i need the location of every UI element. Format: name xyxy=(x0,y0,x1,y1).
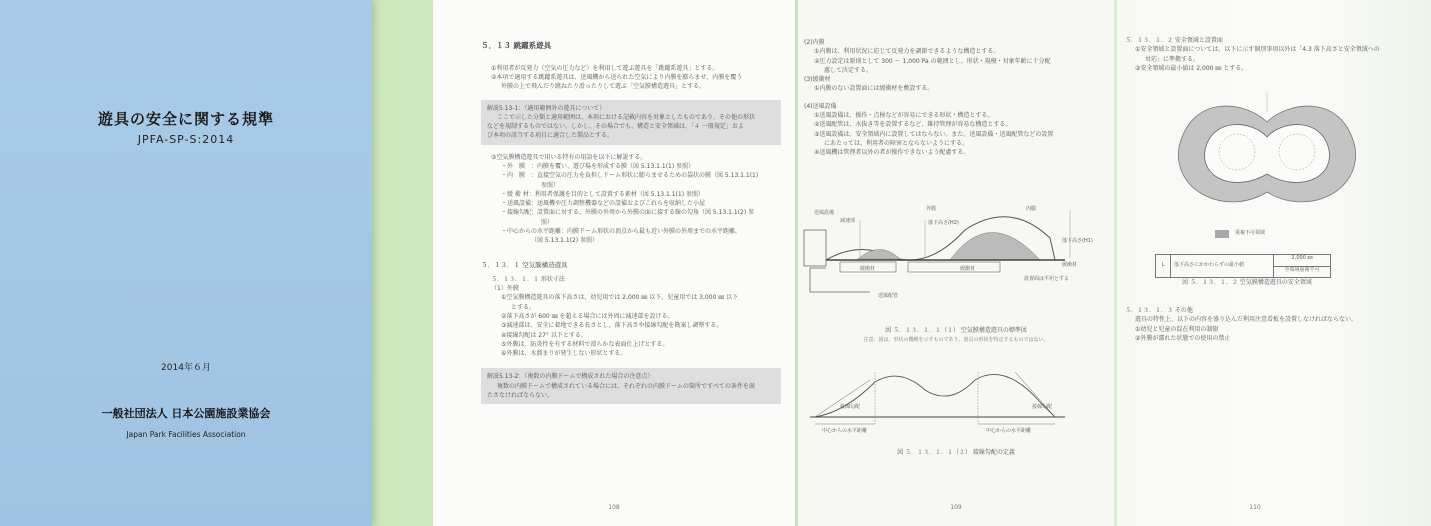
table-label: 落下高さにかかわらずの最小値 xyxy=(1171,255,1274,277)
booklet-cover xyxy=(0,0,372,526)
paragraph xyxy=(481,64,781,92)
label-inner-membrane: 内膜 xyxy=(1026,206,1037,212)
term-item: ・外 膜 ：内膜を覆い、遊び場を形成する膜（図 5.13.1.1(1) 参照） xyxy=(501,163,695,170)
commentary-box xyxy=(481,100,781,145)
label-blower: 送風設備 xyxy=(814,210,835,216)
label-pipe: 送風配管 xyxy=(878,293,899,299)
figure-caption: 図 ５．１３．１．１（１） 空気膜構造遊具の標準図 xyxy=(885,327,1027,334)
label-buffer: 緩衝材 xyxy=(860,266,876,272)
legend-swatch xyxy=(1215,230,1229,238)
text-line: ④送風機は管理者以外の者が操作できないよう配慮する。 xyxy=(814,149,970,157)
label-tangent-slope: 接線勾配 xyxy=(1032,404,1053,410)
text-line: ⑥外膜は、水溜まりが発生しない形状とする。 xyxy=(501,350,627,358)
item-heading: (3)緩衝材 xyxy=(804,76,831,84)
text-line: ②圧力設定は原則として 300 ～ 1,000 Pa の範囲とし、形状・規模・対象年齢に十分配 xyxy=(814,57,1051,65)
label-horizontal-distance: 中心からの水平距離 xyxy=(986,428,1032,434)
subsection-heading: ５．１３．１．２ 安全領域と設置面 xyxy=(1125,37,1223,44)
term-item: ・内 膜 ：直接空気の圧力を負担しドーム形状に膨らませるための袋状の膜（図 5.13.1.1(1) xyxy=(501,172,759,180)
text-line: （図 5.13.1.1(2) 参照） xyxy=(531,237,599,245)
text-line: ①幼児と児童の混在利用の制限 xyxy=(1135,325,1219,333)
figure-caption: 図 ５．１３．１．１（２） 接線勾配の定義 xyxy=(897,449,1015,456)
tangent-line xyxy=(1015,372,1055,417)
legend-label: 重複不可領域 xyxy=(1235,230,1266,236)
tangent-line xyxy=(815,380,870,417)
table-value: 2,000 ㎜ xyxy=(1274,255,1330,267)
commentary-title: 解説5.13-1：（適用範囲外の遊具について） xyxy=(487,104,606,112)
term-item: ・送風設備：送風機や圧力調整機器などの設備およびこれらを収納した小屋 xyxy=(501,200,706,208)
terms-list xyxy=(481,153,781,246)
text-line: ①内膜は、利用状況に応じて反発力を調節できるような構造とする。 xyxy=(814,48,1000,56)
tangent-slope-figure xyxy=(800,362,1112,434)
text-line: ①送風設備は、操作・点検などが容易にできる形状・構造とする。 xyxy=(814,112,994,120)
text-line: 対応」に準拠する。 xyxy=(1145,55,1200,63)
text-line: などを規制するものではない。しかし、その場合でも、構造と安全領域は、「４ 一般規定」およ xyxy=(487,123,744,131)
text-line: ②送風配管は、水抜き等を設置するなど、維持管理が容易な構造とする。 xyxy=(814,121,1012,129)
commentary-box xyxy=(481,368,781,404)
page-number: 109 xyxy=(950,503,962,511)
table-note: 全領域重複不可 xyxy=(1284,266,1320,273)
text-line: ②本項で適用する跳躍系遊具は、送風機から送られた空気により内膜を膨らませ、内膜を覆う xyxy=(491,73,743,81)
term-item: ・接線勾配：設置面に対する、外膜の外周から外膜の面に接する線の勾角（図 5.13.1.1(2) 参 xyxy=(501,209,755,217)
item-heading: （1）外膜 xyxy=(491,285,519,293)
text-line: ①利用者が反発力（空気の圧力など）を利用して遊ぶ遊具を「跳躍系遊具」とする。 xyxy=(491,64,719,72)
buffer-block xyxy=(908,262,1000,272)
text-line: ④接線勾配は 27° 以下とする。 xyxy=(501,331,587,339)
page-110 xyxy=(1117,0,1431,526)
text-line: 慮して決定する。 xyxy=(824,66,873,74)
table-values xyxy=(1274,255,1330,277)
cover-organization-en: Japan Park Facilities Association xyxy=(126,430,246,439)
standard-diagram-figure xyxy=(800,200,1112,305)
text-line: 複数の内膜ドームで構成されている場合には、それぞれの内膜ドームの箇所ですべての条件を満 xyxy=(497,382,755,390)
label-buffer: 緩衝材 xyxy=(1062,262,1078,268)
text-line: 照） xyxy=(541,218,554,226)
text-line: とする。 xyxy=(511,303,536,311)
text-line: ①内膜のない設置面には緩衝材を敷設する。 xyxy=(814,85,934,93)
page-108 xyxy=(433,0,795,526)
cover-organization: 一般社団法人 日本公園施設業協会 xyxy=(101,407,271,420)
cover-code: JPFA-SP-S:2014 xyxy=(137,133,235,146)
text-line: ②安全領域の最小値は 2,000 ㎜ とする。 xyxy=(1135,64,1248,72)
text-line: ③減速部は、安全に着地できる長さとし、落下高さや接線勾配を勘案し調整する。 xyxy=(501,322,723,330)
page-number: 108 xyxy=(608,503,620,511)
label-tangent-slope: 接線勾配 xyxy=(840,404,861,410)
label-buffer: 緩衝材 xyxy=(960,266,976,272)
label-fall-height-h1: 落下高さ(H1) xyxy=(1062,238,1093,244)
page-109 xyxy=(798,0,1114,526)
label-fall-height-h2: 落下高さ(H2) xyxy=(928,220,959,226)
text-line: ⑤外膜は、防炎性を有する材料で滑らかな表面仕上げとする。 xyxy=(501,340,669,348)
outer-membrane-curve xyxy=(815,374,1055,417)
text-line: び本項の該当する項目に適合した製品とする。 xyxy=(487,132,614,140)
subsection-heading: ５．１３．１．１ 形状寸法 xyxy=(491,275,565,283)
figure-caption: 図 ５．１３．１．２ 空気膜構造遊具の安全領域 xyxy=(1182,279,1312,286)
table-key: L xyxy=(1156,255,1171,277)
inner-dome-right xyxy=(950,233,1040,261)
requirements-list xyxy=(481,293,781,358)
item-heading: (2)内膜 xyxy=(804,39,825,46)
figure-note: 注意：図は、形状の概略を示すものであり、遊具の形状を特定するものではない。 xyxy=(863,337,1049,343)
text-line: 遊具の特性上、以下の内容を盛り込んだ利用注意看板を設置しなければならない。 xyxy=(1135,316,1358,324)
cover-title: 遊具の安全に関する規準 xyxy=(97,110,274,128)
text-line: ①安全領域と設置面については、以下に示す個別事項以外は「4.3 落下高さと安全領域への xyxy=(1135,46,1380,54)
text-line: ①空気膜構造遊具の落下高さは、幼児用では 2,000 ㎜ 以下、児童用では 3,000 ㎜ 以下 xyxy=(501,294,739,302)
subsection-heading: ５．１３．１ 空気膜構造遊具 xyxy=(481,260,568,269)
text-line: ③送風設備は、安全領域内に設置してはならない。また、送風設備・送風配管などの設置 xyxy=(814,130,1054,138)
safety-area-figure xyxy=(1167,92,1367,222)
item-heading: (4)送風設備 xyxy=(804,102,837,110)
commentary-title: 解説5.13-2：（複数の内膜ドームで構成された場合の注意点） xyxy=(487,373,654,381)
section-heading: ５．１３ 跳躍系遊具 xyxy=(481,41,552,50)
blower-box xyxy=(804,230,826,266)
page-number: 110 xyxy=(1249,503,1261,511)
label-deceleration: 減速部 xyxy=(840,218,856,224)
text-line: たさなければならない。 xyxy=(487,392,554,399)
text-line: ここで示した分類と適用範囲は、本項における記載内容を対象としたものであり、その他の形状 xyxy=(497,113,756,121)
label-ground: 設置面は平坦とする xyxy=(1024,276,1070,282)
term-item: ・緩 衝 材：利用者保護を目的として設置する素材（図 5.13.1.1(1) 参照） xyxy=(501,190,704,198)
text-line: ②落下高さが 600 ㎜ を超える場合には外周に減速部を設ける。 xyxy=(501,312,674,320)
text-line: 外膜の上で飛んだり跳ねたり滑ったりして遊ぶ「空気膜構造遊具」とする。 xyxy=(501,83,706,91)
subsection-heading: ５．１３．１．３ その他 xyxy=(1125,307,1193,314)
label-horizontal-distance: 中心からの水平距離 xyxy=(822,428,868,434)
safety-table xyxy=(1155,254,1331,278)
label-outer-membrane: 外膜 xyxy=(926,206,937,212)
inner-dome-left xyxy=(858,250,900,260)
term-item: ・中心からの水平距離：内膜ドーム形状の頂点から最も近い外膜の外周までの水平距離。 xyxy=(501,228,742,236)
text-line: にあたっては、利用者の障害とならないようにする。 xyxy=(824,139,969,147)
cover-date: 2014年６月 xyxy=(161,363,211,373)
text-line: 参照） xyxy=(541,181,560,189)
text-line: ②外膜が濡れた状態での使用の禁止 xyxy=(1135,334,1231,342)
text-line: ③空気膜構造遊具で用いる特有の用語を以下に解説する。 xyxy=(491,153,647,161)
